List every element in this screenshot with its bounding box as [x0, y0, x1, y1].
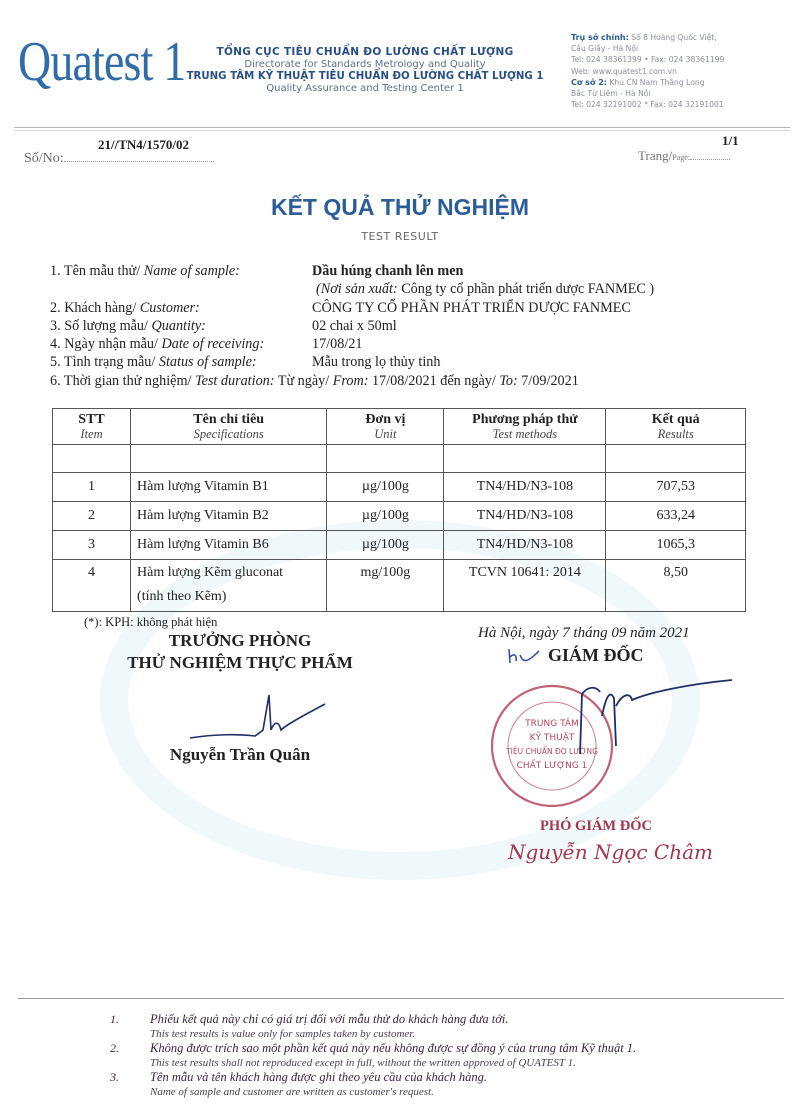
- label-en: Quantity:: [151, 317, 206, 334]
- header-vi: Đơn vị: [365, 412, 406, 427]
- stamp-line-1: TRUNG TÂM: [525, 719, 579, 729]
- cell-stt: 2: [53, 502, 131, 531]
- footnote-vi: Không được trích sao một phần kết quả này nếu không được sự đồng ý của trung tâm Kỹ thuật 1.: [150, 1041, 637, 1055]
- left-signatory-name: Nguyễn Trần Quân: [169, 745, 311, 764]
- footnote-number: 1.: [110, 1012, 119, 1026]
- info-label: [50, 299, 200, 317]
- footnote-item: [110, 1070, 636, 1099]
- initial-icon: [505, 645, 545, 669]
- label-vi: 1. Tên mẫu thử/: [50, 263, 144, 279]
- page-label-en: Page:: [672, 153, 690, 162]
- quatest-logo: Quatest 1: [18, 31, 186, 93]
- header-results: [606, 409, 746, 445]
- contact-info: [571, 32, 796, 110]
- info-label: [50, 317, 206, 335]
- document-title: KẾT QUẢ THỬ NGHIỆM: [270, 194, 530, 220]
- page-label: [638, 148, 730, 164]
- org-line-2: Directorate for Standards Metrology and Quality: [244, 59, 486, 70]
- cell: [444, 445, 606, 473]
- info-value: 17/08/21: [312, 336, 363, 353]
- website: Web: www.quatest1.com.vn: [571, 66, 677, 76]
- footnote-en: Name of sample and customer are written as customer's request.: [150, 1085, 434, 1098]
- branch-address-2: Bắc Từ Liêm - Hà Nội: [571, 89, 651, 99]
- doc-number-value: 21//TN4/1570/02: [98, 137, 190, 152]
- table-row: [53, 560, 746, 612]
- header-en: Test methods: [492, 427, 558, 441]
- cell-method: TN4/HD/N3-108: [444, 502, 606, 531]
- label-vi: 4. Ngày nhận mẫu/: [50, 336, 162, 353]
- producer-label: (Nơi sản xuất:: [316, 281, 398, 298]
- info-value: Mẫu trong lọ thủy tinh: [312, 354, 441, 371]
- cell-method: TCVN 10641: 2014: [444, 560, 606, 612]
- table-note: (*): KPH: không phát hiện: [84, 615, 218, 629]
- footnote-vi: Phiếu kết quả này chỉ có giá trị đối với mẫu thử do khách hàng đưa tới.: [150, 1012, 509, 1026]
- org-line-3: TRUNG TÂM KỸ THUẬT TIÊU CHUẨN ĐO LƯỜNG CHẤT LƯỢNG 1: [186, 71, 544, 82]
- table-row: [53, 473, 746, 502]
- cell-spec: Hàm lượng Vitamin B6: [131, 531, 327, 560]
- label-vi: 5. Tình trạng mẫu/: [50, 354, 159, 371]
- organization-header: [170, 46, 560, 94]
- left-signatory-title: [90, 630, 390, 674]
- label-en: Status of sample:: [158, 354, 257, 371]
- producer-value: Công ty cổ phần phát triển dược FANMEC ): [397, 281, 655, 298]
- header-divider-2: [14, 130, 790, 131]
- cell: [53, 445, 131, 473]
- main-office-address: Số 8 Hoàng Quốc Việt,: [631, 33, 717, 42]
- info-label: [50, 335, 264, 353]
- info-value: 02 chai x 50ml: [312, 317, 397, 334]
- page-value: 1/1: [722, 133, 739, 148]
- footnote-vi: Tên mẫu và tên khách hàng được ghi theo yêu cầu của khách hàng.: [150, 1070, 488, 1084]
- header-test-methods: [444, 409, 606, 445]
- info-value: Dầu húng chanh lên men: [312, 263, 464, 279]
- label-vi: 2. Khách hàng/: [50, 299, 140, 316]
- header-vi: Phương pháp thử: [472, 412, 578, 427]
- header-en: Results: [657, 427, 694, 441]
- stamp-line-2: KỸ THUẬT: [529, 733, 575, 743]
- org-line-1: TỔNG CỤC TIÊU CHUẨN ĐO LƯỜNG CHẤT LƯỢNG: [216, 46, 514, 58]
- cell-unit: µg/100g: [327, 531, 444, 560]
- footnote-item: [110, 1012, 636, 1041]
- cell-stt: 3: [53, 531, 131, 560]
- branch-label: Cơ sở 2:: [571, 77, 607, 87]
- label-vi: 3. Số lượng mẫu/: [50, 317, 152, 334]
- cell: [606, 445, 746, 473]
- cell-unit: µg/100g: [327, 473, 444, 502]
- cell: [131, 445, 327, 473]
- cell-method: TN4/HD/N3-108: [444, 473, 606, 502]
- to-value: 7/09/2021: [517, 372, 579, 389]
- branch-phone: Tel: 024 32191002 * Fax: 024 32191001: [571, 100, 724, 110]
- label-en: Customer:: [139, 299, 200, 316]
- cell-unit: mg/100g: [327, 560, 444, 612]
- footnote-item: [110, 1041, 636, 1070]
- cell: [327, 445, 444, 473]
- header-vi: STT: [78, 412, 105, 427]
- from-value: 17/08/2021: [368, 372, 441, 389]
- info-label: [50, 262, 240, 280]
- cell-spec: Hàm lượng Vitamin B2: [131, 502, 327, 531]
- cell-result: 1065,3: [606, 531, 746, 560]
- header-en: Item: [80, 427, 103, 441]
- cell-stt: 1: [53, 473, 131, 502]
- director-signature-icon: [560, 676, 740, 756]
- header-specifications: [131, 409, 327, 445]
- director-title: GIÁM ĐỐC: [548, 645, 644, 665]
- left-title-2: THỬ NGHIỆM THỰC PHẨM: [127, 653, 353, 672]
- label-en: Date of receiving:: [161, 336, 265, 353]
- header-unit: [327, 409, 444, 445]
- header-divider: [14, 127, 790, 128]
- main-office-address-2: Cầu Giấy - Hà Nội: [571, 44, 639, 54]
- left-title-1: TRƯỞNG PHÒNG: [168, 631, 312, 650]
- info-value: CÔNG TY CỔ PHẦN PHÁT TRIỂN DƯỢC FANMEC: [312, 299, 631, 316]
- info-value: [316, 280, 654, 298]
- results-table: [52, 408, 746, 612]
- branch-address: Khu CN Nam Thăng Long: [609, 77, 705, 87]
- from-label-en: From:: [332, 372, 369, 389]
- document-subtitle: TEST RESULT: [361, 230, 439, 243]
- main-office-phone: Tel: 024 38361399 • Fax: 024 38361199: [571, 55, 725, 65]
- cell-result: 8,50: [606, 560, 746, 612]
- vice-director-name: Nguyễn Ngọc Châm: [508, 840, 713, 864]
- footnote-en: This test results shall not reproduced except in full, without the written approved of QUATEST 1.: [150, 1056, 576, 1069]
- header-stt: [53, 409, 131, 445]
- org-line-4: Quality Assurance and Testing Center 1: [266, 83, 464, 94]
- to-label: đến ngày/: [440, 372, 500, 389]
- stamp-line-3: TIÊU CHUẨN ĐO LƯỜNG: [506, 747, 598, 756]
- footnotes: [110, 1012, 636, 1099]
- cell-spec: [131, 560, 327, 612]
- table-row-blank: [53, 445, 746, 473]
- cell-result: 633,24: [606, 502, 746, 531]
- table-row: [53, 502, 746, 531]
- cell-method: TN4/HD/N3-108: [444, 531, 606, 560]
- header-vi: Tên chỉ tiêu: [193, 412, 265, 427]
- header-en: Unit: [374, 427, 397, 441]
- header-en: Specifications: [193, 427, 264, 441]
- footnote-number: 3.: [110, 1070, 119, 1084]
- signing-date: Hà Nội, ngày 7 tháng 09 năm 2021: [478, 625, 690, 641]
- doc-number-label-text: Số/No:: [24, 151, 64, 166]
- footer-divider: [18, 998, 784, 999]
- cell-unit: µg/100g: [327, 502, 444, 531]
- to-label-en: To:: [499, 372, 518, 389]
- info-value: [50, 372, 579, 390]
- label-vi: 6. Thời gian thử nghiệm/: [50, 372, 195, 389]
- main-office-label: Trụ sở chính:: [571, 33, 629, 42]
- label-en: Test duration:: [194, 372, 275, 389]
- cell-stt: 4: [53, 560, 131, 612]
- cell-spec-line-2: (tính theo Kẽm): [137, 589, 227, 604]
- cell-result: 707,53: [606, 473, 746, 502]
- label-en: Name of sample:: [143, 263, 240, 279]
- footnote-number: 2.: [110, 1041, 119, 1055]
- info-label: [50, 353, 257, 371]
- stamp-line-4: CHẤT LƯỢNG 1: [516, 761, 588, 771]
- header-vi: Kết quả: [651, 412, 700, 427]
- cell-spec-line-1: Hàm lượng Kẽm gluconat: [137, 565, 284, 580]
- signature-icon: [185, 690, 335, 745]
- footnote-en: This test results is value only for samples taken by customer.: [150, 1027, 416, 1040]
- table-header-row: [53, 409, 746, 445]
- vice-director-title: PHÓ GIÁM ĐỐC: [540, 818, 652, 834]
- dotted-line: [690, 150, 730, 160]
- page-label-vi: Trang/: [638, 148, 673, 163]
- cell-spec: Hàm lượng Vitamin B1: [131, 473, 327, 502]
- table-row: [53, 531, 746, 560]
- from-label: Từ ngày/: [274, 372, 333, 389]
